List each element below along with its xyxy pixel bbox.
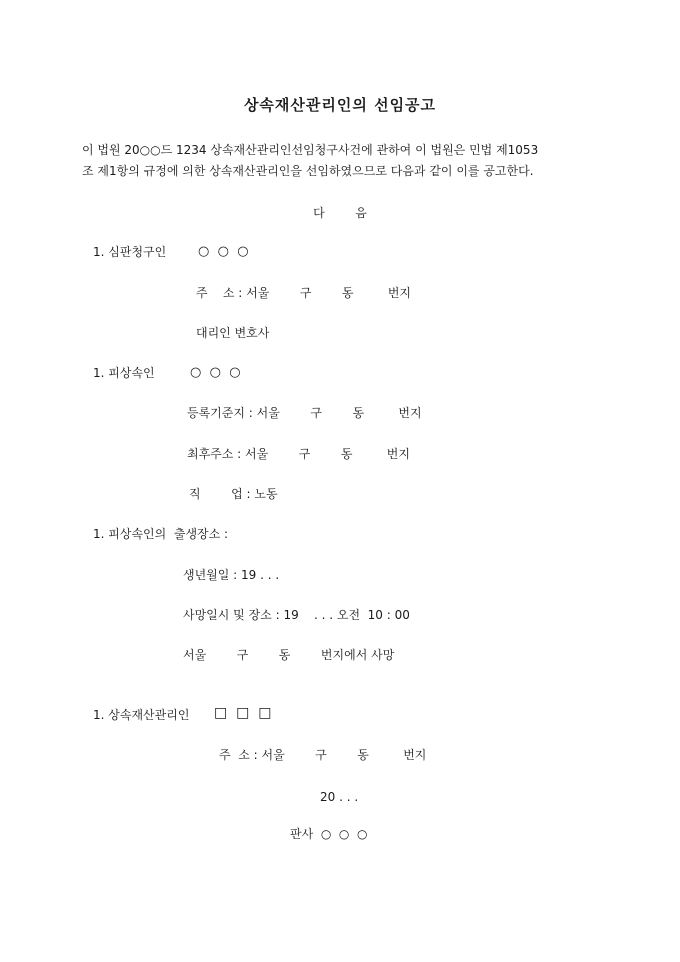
birthplace-label: 1. 피상속인의 출생장소 : xyxy=(93,527,229,541)
petitioner-label: 1. 심판청구인 xyxy=(93,245,167,259)
intro-line-1: 이 법원 20○○드 1234 상속재산관리인선임청구사건에 관하여 이 법원은 민법 제1053 xyxy=(82,143,539,157)
administrator-label: 1. 상속재산관리인 xyxy=(93,708,190,722)
decedent-last-address: 최후주소 : 서울 구 동 번지 xyxy=(187,447,410,461)
petitioner-address: 주 소 : 서울 구 동 번지 xyxy=(196,286,412,300)
decedent-label: 1. 피상속인 xyxy=(93,366,155,380)
death-datetime: 사망일시 및 장소 : 19 . . . 오전 10 : 00 xyxy=(183,608,410,622)
death-place: 서울 구 동 번지에서 사망 xyxy=(183,648,395,662)
petitioner-name: ○ ○ ○ xyxy=(198,244,249,259)
petitioner-agent: 대리인 변호사 xyxy=(196,326,270,340)
document-title: 상속재산관리인의 선임공고 xyxy=(243,96,437,114)
intro-line-2: 조 제1항의 규정에 의한 상속재산관리인을 선임하였으므로 다음과 같이 이를 공고한다. xyxy=(82,164,534,178)
birthdate: 생년월일 : 19 . . . xyxy=(183,568,280,582)
issue-date: 20 . . . xyxy=(320,790,359,804)
decedent-occupation: 직 업 : 노동 xyxy=(189,487,278,501)
decedent-registered-address: 등록기준지 : 서울 구 동 번지 xyxy=(187,406,422,420)
decedent-name: ○ ○ ○ xyxy=(190,365,241,380)
administrator-name: □ □ □ xyxy=(214,705,272,721)
heading-next: 다 음 xyxy=(313,206,367,220)
administrator-address: 주 소 : 서울 구 동 번지 xyxy=(219,748,427,762)
judge-signature: 판사 ○ ○ ○ xyxy=(290,827,368,841)
